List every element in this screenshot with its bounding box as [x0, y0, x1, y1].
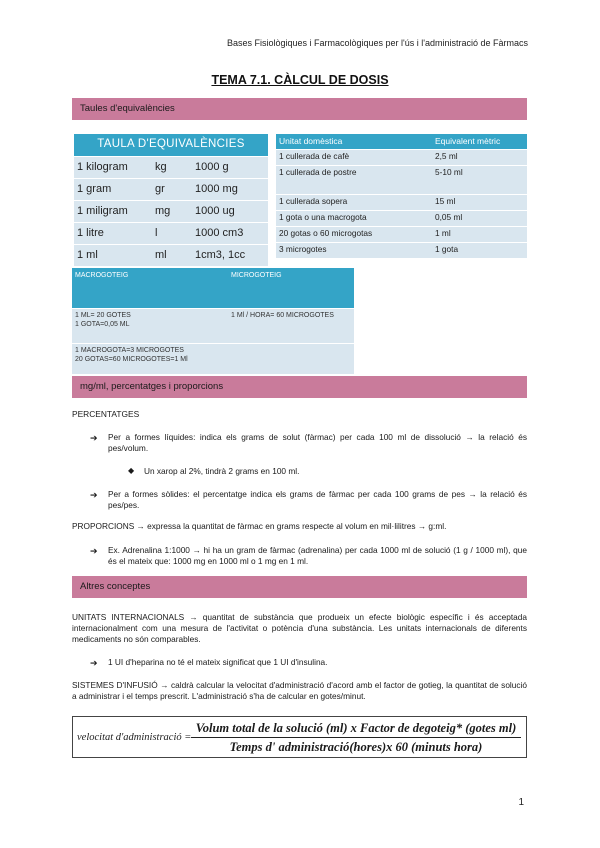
table-cell: kg — [152, 157, 192, 179]
table-cell: 1 gota — [432, 243, 527, 259]
column-header: Unitat domèstica — [276, 134, 432, 150]
table-cell: 1 kilogram — [74, 157, 152, 179]
percentatges-label: PERCENTATGES — [72, 409, 140, 419]
cell-line: 1 ML= 20 GOTES — [75, 312, 131, 319]
table-cell: gr — [152, 179, 192, 201]
formula-box — [72, 716, 527, 758]
table-row — [74, 201, 268, 223]
table-cell: 2,5 ml — [432, 150, 527, 166]
list-item-text: Per a formes líquides: indica els grams de solut (fàrmac) per cada 100 ml de dissolució → la relació és pes/volum. — [108, 432, 527, 454]
table-cell: 1 litre — [74, 223, 152, 245]
table-cell: 0,05 ml — [432, 211, 527, 227]
page-number: 1 — [518, 797, 524, 808]
table-cell: 1 gram — [74, 179, 152, 201]
table-cell: 1cm3, 1cc — [192, 245, 268, 267]
table-cell: 1000 cm3 — [192, 223, 268, 245]
formula-lhs: velocitat d'administració = — [77, 732, 192, 743]
table-row — [276, 166, 527, 195]
list-item-text: Per a formes sòlides: el percentatge indica els grams de fàrmac per cada 100 grams de pes → la relació és pes/pes. — [108, 489, 527, 511]
equivalence-table-header: TAULA D'EQUIVALÈNCIES — [74, 134, 268, 157]
table-row — [276, 243, 527, 259]
table-cell: 3 microgotes — [276, 243, 432, 259]
drip-table — [72, 268, 354, 374]
cell-line: 20 GOTAS=60 MICROGOTES=1 Ml — [75, 355, 188, 363]
table-cell: mg — [152, 201, 192, 223]
arrow-icon: ➔ — [90, 658, 98, 668]
list-item-text: 1 UI d'heparina no té el mateix significat que 1 UI d'insulina. — [108, 657, 328, 667]
table-cell: 1 cullerada de cafè — [276, 150, 432, 166]
table-row — [276, 195, 527, 211]
table-row — [72, 309, 354, 344]
column-header: Equivalent mètric — [432, 134, 527, 150]
table-row — [276, 211, 527, 227]
list-item — [90, 489, 527, 511]
diamond-bullet-icon: ◆ — [128, 466, 135, 475]
arrow-icon: ➔ — [90, 433, 98, 443]
table-row — [72, 344, 354, 375]
arrow-icon: ➔ — [90, 546, 98, 556]
table-cell: 1 Ml / HORA= 60 MICROGOTES — [228, 309, 354, 344]
list-item — [90, 432, 527, 454]
section-equivalencies: Taules d'equivalències — [72, 98, 527, 120]
fraction-line — [191, 737, 521, 738]
formula-numerator: Volum total de la solució (ml) x Factor de degoteig* (gotes ml) — [195, 721, 517, 735]
table-cell: 1000 g — [192, 157, 268, 179]
column-header: MICROGOTEIG — [228, 268, 354, 309]
table-cell: 20 gotas o 60 microgotas — [276, 227, 432, 243]
arrow-icon: ➔ — [90, 490, 98, 500]
table-cell: 1 ml — [74, 245, 152, 267]
table-cell: 1 miligram — [74, 201, 152, 223]
section-percentages: mg/ml, percentatges i proporcions — [72, 376, 527, 398]
cell-line: 1 GOTA=0,05 ML — [75, 320, 130, 328]
section-other-concepts: Altres conceptes — [72, 576, 527, 598]
table-cell: 15 ml — [432, 195, 527, 211]
page-header: Bases Fisiològiques i Farmacològiques per l'ús i l'administració de Fàrmacs — [226, 38, 528, 48]
formula-denominator: Temps d' administració(hores)x 60 (minuts hora) — [229, 740, 483, 754]
table-cell: 1 cullerada de postre — [276, 166, 432, 195]
list-item — [90, 657, 527, 668]
table-row — [74, 223, 268, 245]
cell-line: 1 MACROGOTA=3 MICROGOTES — [75, 347, 184, 354]
table-row — [276, 150, 527, 166]
table-cell: ml — [152, 245, 192, 267]
unitats-text: UNITATS INTERNACIONALS → quantitat de substància que produeix un efecte biològic específic i és acceptada internacionalment com una mesura de l'activitat o potència d'una substància. Les unitats internacionals de diferents medicaments no són comparables. — [72, 612, 527, 645]
list-item-text: Ex. Adrenalina 1:1000 → hi ha un gram de fàrmac (adrenalina) per cada 1000 ml de solució (1 g / 1000 ml), que és el mateix que: 1000 mg en 1000 ml o 1 mg en 1 ml. — [108, 545, 527, 567]
domestic-units-table — [276, 134, 527, 258]
table-row — [74, 157, 268, 179]
table-row — [74, 179, 268, 201]
table-cell: 1 ml — [432, 227, 527, 243]
table-cell: 5-10 ml — [432, 166, 527, 195]
list-item — [90, 545, 527, 567]
column-header: MACROGOTEIG — [72, 268, 228, 309]
table-cell — [228, 344, 354, 375]
table-cell: 1 gota o una macrogota — [276, 211, 432, 227]
table-row — [74, 245, 268, 267]
table-cell: 1000 ug — [192, 201, 268, 223]
equivalence-table — [74, 134, 268, 266]
table-cell — [72, 309, 228, 344]
page-title: TEMA 7.1. CÀLCUL DE DOSIS — [211, 73, 389, 87]
table-cell: 1000 mg — [192, 179, 268, 201]
table-cell: 1 cullerada sopera — [276, 195, 432, 211]
proporcions-text: PROPORCIONS → expressa la quantitat de fàrmac en grams respecte al volum en mil·lilitres → g:ml. — [72, 521, 447, 531]
table-row — [276, 227, 527, 243]
sistemes-text: SISTEMES D'INFUSIÓ → caldrà calcular la velocitat d'administració d'acord amb el factor de gotieg, la quantitat de solució a administrar i el temps prescrit. L'administració s'ha de calcular en gotes/minut. — [72, 680, 527, 702]
list-item — [128, 466, 527, 477]
list-item-text: Un xarop al 2%, tindrà 2 grams en 100 ml. — [144, 466, 300, 476]
table-cell: l — [152, 223, 192, 245]
table-cell — [72, 344, 228, 375]
